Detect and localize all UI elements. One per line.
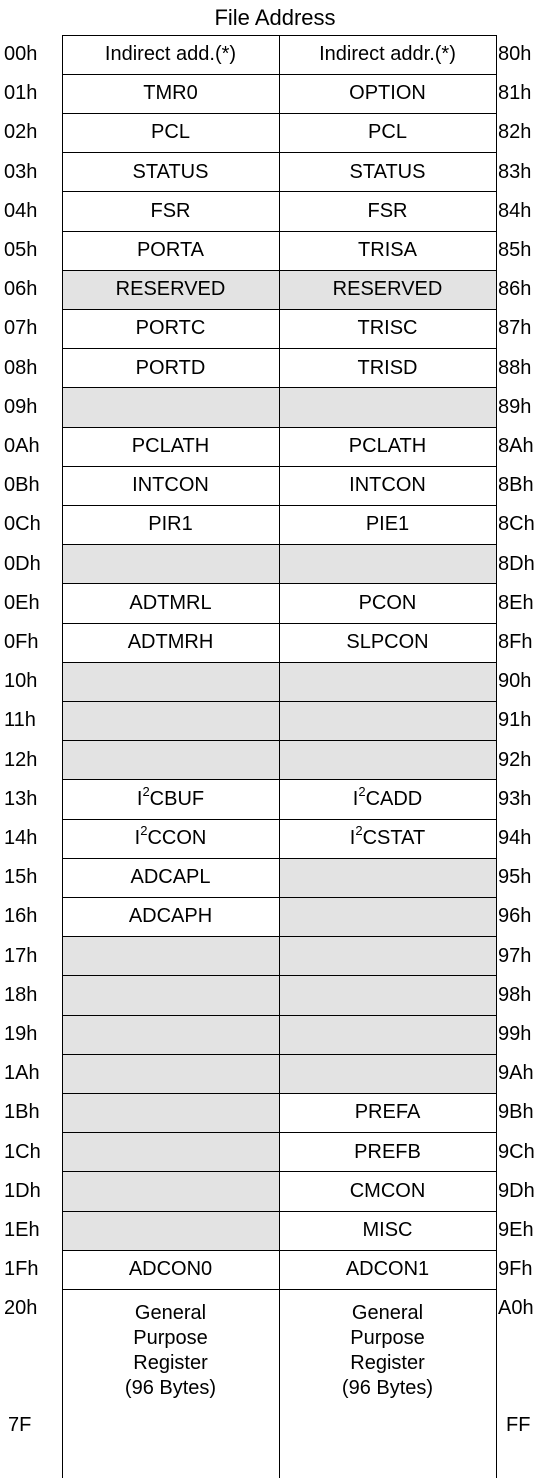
bank1-register-cell: MISC bbox=[362, 1219, 413, 1241]
row-divider-line bbox=[62, 1054, 497, 1055]
row-divider-line bbox=[62, 975, 497, 976]
bank1-register-cell: OPTION bbox=[349, 82, 426, 105]
bank0-address-label: 0Dh bbox=[4, 552, 41, 575]
bank0-register-cell: ADCON0 bbox=[128, 1258, 213, 1281]
bank0-register-cell: RESERVED bbox=[62, 270, 279, 309]
superscript-two: 2 bbox=[358, 784, 366, 800]
row-divider-line bbox=[62, 583, 497, 584]
bank1-register-cell: PREFB bbox=[354, 1140, 421, 1163]
bank1-register-cell: CMCON bbox=[349, 1179, 426, 1202]
gpr-start-address-left: 20h bbox=[4, 1297, 38, 1320]
row-divider-line bbox=[62, 819, 497, 820]
bank0-register-cell: Indirect add.(*) bbox=[104, 43, 237, 65]
bank0-register-cell: PORTA bbox=[136, 239, 205, 261]
row-divider-line bbox=[62, 1015, 497, 1016]
row-divider-line bbox=[62, 779, 497, 780]
bank1-address-label: 9Eh bbox=[498, 1219, 534, 1241]
bank1-address-label: 88h bbox=[498, 356, 532, 379]
bank1-address-label: 82h bbox=[498, 121, 532, 144]
bank0-register-cell: ADCAPH bbox=[128, 905, 213, 928]
row-divider-line bbox=[62, 897, 497, 898]
bank1-address-label: 81h bbox=[498, 82, 532, 105]
bank1-register-cell: Indirect addr.(*) bbox=[319, 43, 456, 65]
row-divider-line bbox=[62, 1211, 497, 1212]
bank0-register-cell: PORTC bbox=[135, 317, 206, 340]
bank1-address-label: 83h bbox=[498, 160, 532, 183]
bank0-address-label: 19h bbox=[4, 1023, 38, 1045]
bank0-address-label: 1Ah bbox=[4, 1062, 40, 1085]
row-divider-line bbox=[62, 309, 497, 310]
bank1-address-label: 90h bbox=[498, 670, 532, 693]
bank1-register-cell bbox=[279, 976, 496, 1015]
gpr-label-line: General bbox=[351, 1302, 424, 1324]
bank0-register-cell: ADCAPL bbox=[130, 866, 211, 889]
bank1-address-label: 9Fh bbox=[498, 1258, 533, 1281]
bank0-address-label: 17h bbox=[4, 944, 38, 967]
bank0-address-label: 04h bbox=[4, 199, 38, 222]
bank0-address-label: 12h bbox=[4, 748, 38, 771]
bank1-register-cell: TRISD bbox=[357, 356, 418, 379]
row-divider-line bbox=[62, 466, 497, 467]
bank1-address-label: 98h bbox=[498, 983, 532, 1006]
bank1-address-label: 97h bbox=[498, 944, 532, 967]
bank1-address-label: 85h bbox=[498, 239, 532, 261]
bank1-register-cell: SLPCON bbox=[346, 631, 429, 653]
gpr-label-line: (96 Bytes) bbox=[124, 1377, 217, 1399]
bank1-register-cell: PREFA bbox=[354, 1101, 421, 1124]
bank1-register-cell: $I^2CSTAT$ bbox=[349, 823, 426, 849]
bank1-address-label: 9Dh bbox=[498, 1179, 535, 1202]
gpr-label-line: Register bbox=[350, 1352, 425, 1374]
bank0-address-label: 15h bbox=[4, 866, 38, 889]
bank0-register-cell: ADTMRL bbox=[129, 591, 212, 614]
bank1-address-label: 95h bbox=[498, 866, 532, 889]
gpr-end-address-right: FF bbox=[506, 1414, 531, 1436]
bank1-register-cell: PCLATH bbox=[348, 435, 427, 457]
bank0-address-label: 1Dh bbox=[4, 1179, 41, 1202]
bank1-register-cell: TRISC bbox=[357, 317, 418, 340]
gpr-label-line: Purpose bbox=[350, 1327, 425, 1349]
bank1-register-cell bbox=[279, 897, 496, 936]
bank0-address-label: 0Ah bbox=[4, 435, 40, 457]
bank1-address-label: 86h bbox=[498, 278, 532, 301]
bank1-address-label: 89h bbox=[498, 395, 532, 418]
row-divider-line bbox=[62, 936, 497, 937]
row-divider-line bbox=[62, 662, 497, 663]
gpr-label-line: Register bbox=[133, 1352, 208, 1374]
gpr-start-address-right: A0h bbox=[498, 1297, 534, 1320]
bank1-address-label: 9Ah bbox=[498, 1062, 534, 1085]
bank1-address-label: 8Ch bbox=[498, 513, 535, 536]
bank0-address-label: 05h bbox=[4, 239, 38, 261]
bank1-address-label: 80h bbox=[498, 43, 532, 65]
bank0-register-cell: PIR1 bbox=[148, 513, 193, 536]
bank1-register-cell bbox=[279, 388, 496, 427]
bank1-register-cell bbox=[279, 1054, 496, 1093]
row-divider-line bbox=[62, 701, 497, 702]
bank0-register-cell: ADTMRH bbox=[127, 631, 214, 653]
bank1-address-label: 84h bbox=[498, 199, 532, 222]
row-divider-line bbox=[62, 623, 497, 624]
bank1-register-cell: FSR bbox=[367, 199, 408, 222]
right-border-line bbox=[496, 35, 497, 1478]
bank1-register-cell: TRISA bbox=[358, 239, 417, 261]
left-border-line bbox=[62, 35, 63, 1478]
bank1-register-cell: RESERVED bbox=[279, 270, 496, 309]
bank0-address-label: 11h bbox=[4, 709, 36, 732]
bank0-register-cell: FSR bbox=[150, 199, 191, 222]
gpr-label-line: (96 Bytes) bbox=[341, 1377, 434, 1399]
bank0-register-cell: PORTD bbox=[135, 356, 206, 379]
bank0-address-label: 03h bbox=[4, 160, 38, 183]
bank0-address-label: 01h bbox=[4, 82, 38, 105]
bank0-register-cell bbox=[62, 1172, 279, 1211]
bank1-address-label: 8Eh bbox=[498, 591, 534, 614]
row-divider-line bbox=[62, 348, 497, 349]
bank1-register-cell: $I^2CADD$ bbox=[352, 784, 423, 810]
bank1-register-cell bbox=[279, 701, 496, 740]
bank0-general-purpose-register bbox=[111, 1301, 231, 1401]
bank1-general-purpose-register bbox=[328, 1301, 448, 1401]
bank0-address-label: 0Ch bbox=[4, 513, 41, 536]
row-divider-line bbox=[62, 113, 497, 114]
bank0-address-label: 16h bbox=[4, 905, 38, 928]
superscript-two: 2 bbox=[142, 784, 150, 800]
bank0-address-label: 10h bbox=[4, 670, 38, 693]
row-divider-line bbox=[62, 74, 497, 75]
bank0-register-cell: PCLATH bbox=[131, 435, 210, 457]
row-divider-line bbox=[62, 387, 497, 388]
bank0-address-label: 0Bh bbox=[4, 474, 40, 497]
bank1-address-label: 9Ch bbox=[498, 1140, 535, 1163]
bank-divider-line bbox=[279, 35, 280, 1478]
bank1-register-cell: PCON bbox=[358, 591, 417, 614]
row-divider-line bbox=[62, 1132, 497, 1133]
bank0-register-cell: INTCON bbox=[132, 474, 209, 497]
bank1-address-label: 8Fh bbox=[498, 631, 533, 653]
row-divider-line bbox=[62, 35, 497, 36]
bank1-register-cell: INTCON bbox=[349, 474, 426, 497]
bank0-address-label: 14h bbox=[4, 827, 38, 849]
bank0-register-cell bbox=[62, 1015, 279, 1054]
bank0-register-cell bbox=[62, 937, 279, 976]
row-divider-line bbox=[62, 191, 497, 192]
row-divider-line bbox=[62, 1093, 497, 1094]
bank0-register-cell bbox=[62, 701, 279, 740]
bank1-address-label: 87h bbox=[498, 317, 532, 340]
bank1-address-label: 91h bbox=[498, 709, 532, 732]
superscript-two: 2 bbox=[355, 823, 363, 839]
bank1-register-cell bbox=[279, 1015, 496, 1054]
bank0-register-cell bbox=[62, 1211, 279, 1250]
bank0-address-label: 06h bbox=[4, 278, 38, 301]
bank1-address-label: 93h bbox=[498, 787, 532, 810]
row-divider-line bbox=[62, 1171, 497, 1172]
bank0-register-cell: $I^2CCON$ bbox=[134, 823, 207, 849]
bank1-address-label: 9Bh bbox=[498, 1101, 534, 1124]
bank1-register-cell bbox=[279, 741, 496, 780]
bank1-address-label: 92h bbox=[498, 748, 532, 771]
bank0-register-cell bbox=[62, 388, 279, 427]
bank0-register-cell: $I^2CBUF$ bbox=[136, 784, 205, 810]
row-divider-line bbox=[62, 427, 497, 428]
bank0-register-cell: PCL bbox=[151, 121, 190, 144]
bank0-register-cell bbox=[62, 1054, 279, 1093]
bank0-address-label: 07h bbox=[4, 317, 38, 340]
diagram-title: File Address bbox=[214, 5, 336, 30]
bank0-register-cell bbox=[62, 976, 279, 1015]
bank0-register-cell bbox=[62, 662, 279, 701]
row-divider-line bbox=[62, 740, 497, 741]
row-divider-line bbox=[62, 1250, 497, 1251]
bank0-address-label: 09h bbox=[4, 395, 38, 418]
row-divider-line bbox=[62, 1289, 497, 1290]
gpr-end-address-left: 7F bbox=[8, 1414, 32, 1436]
bank0-address-label: 0Eh bbox=[4, 591, 40, 614]
bank1-register-cell: PCL bbox=[368, 121, 407, 144]
bank0-address-label: 13h bbox=[4, 787, 38, 810]
bank1-address-label: 99h bbox=[498, 1023, 532, 1045]
bank0-address-label: 0Fh bbox=[4, 631, 39, 653]
bank1-address-label: 8Bh bbox=[498, 474, 534, 497]
bank1-address-label: 8Dh bbox=[498, 552, 535, 575]
bank0-address-label: 08h bbox=[4, 356, 38, 379]
bank0-address-label: 1Ch bbox=[4, 1140, 41, 1163]
bank1-register-cell: ADCON1 bbox=[345, 1258, 430, 1281]
bank1-address-label: 94h bbox=[498, 827, 532, 849]
bank0-address-label: 1Eh bbox=[4, 1219, 40, 1241]
bank0-register-cell bbox=[62, 1093, 279, 1132]
bank0-register-cell: TMR0 bbox=[143, 82, 198, 105]
bank1-register-cell: PIE1 bbox=[365, 513, 410, 536]
bank1-register-cell: STATUS bbox=[349, 160, 426, 183]
bank1-register-cell bbox=[279, 545, 496, 584]
bank0-address-label: 1Fh bbox=[4, 1258, 39, 1281]
bank0-register-cell bbox=[62, 545, 279, 584]
bank0-register-cell: STATUS bbox=[132, 160, 209, 183]
bank0-address-label: 18h bbox=[4, 983, 38, 1006]
bank1-address-label: 96h bbox=[498, 905, 532, 928]
row-divider-line bbox=[62, 270, 497, 271]
bank1-address-label: 8Ah bbox=[498, 435, 534, 457]
row-divider-line bbox=[62, 858, 497, 859]
row-divider-line bbox=[62, 231, 497, 232]
row-divider-line bbox=[62, 152, 497, 153]
bank1-register-cell bbox=[279, 662, 496, 701]
gpr-label-line: Purpose bbox=[133, 1327, 208, 1349]
bank1-register-cell bbox=[279, 937, 496, 976]
bank0-address-label: 02h bbox=[4, 121, 38, 144]
superscript-two: 2 bbox=[140, 823, 148, 839]
gpr-label-line: General bbox=[134, 1302, 207, 1324]
bank0-address-label: 00h bbox=[4, 43, 38, 65]
bank0-register-cell bbox=[62, 741, 279, 780]
bank1-register-cell bbox=[279, 858, 496, 897]
bank0-register-cell bbox=[62, 1133, 279, 1172]
row-divider-line bbox=[62, 544, 497, 545]
row-divider-line bbox=[62, 505, 497, 506]
bank0-address-label: 1Bh bbox=[4, 1101, 40, 1124]
